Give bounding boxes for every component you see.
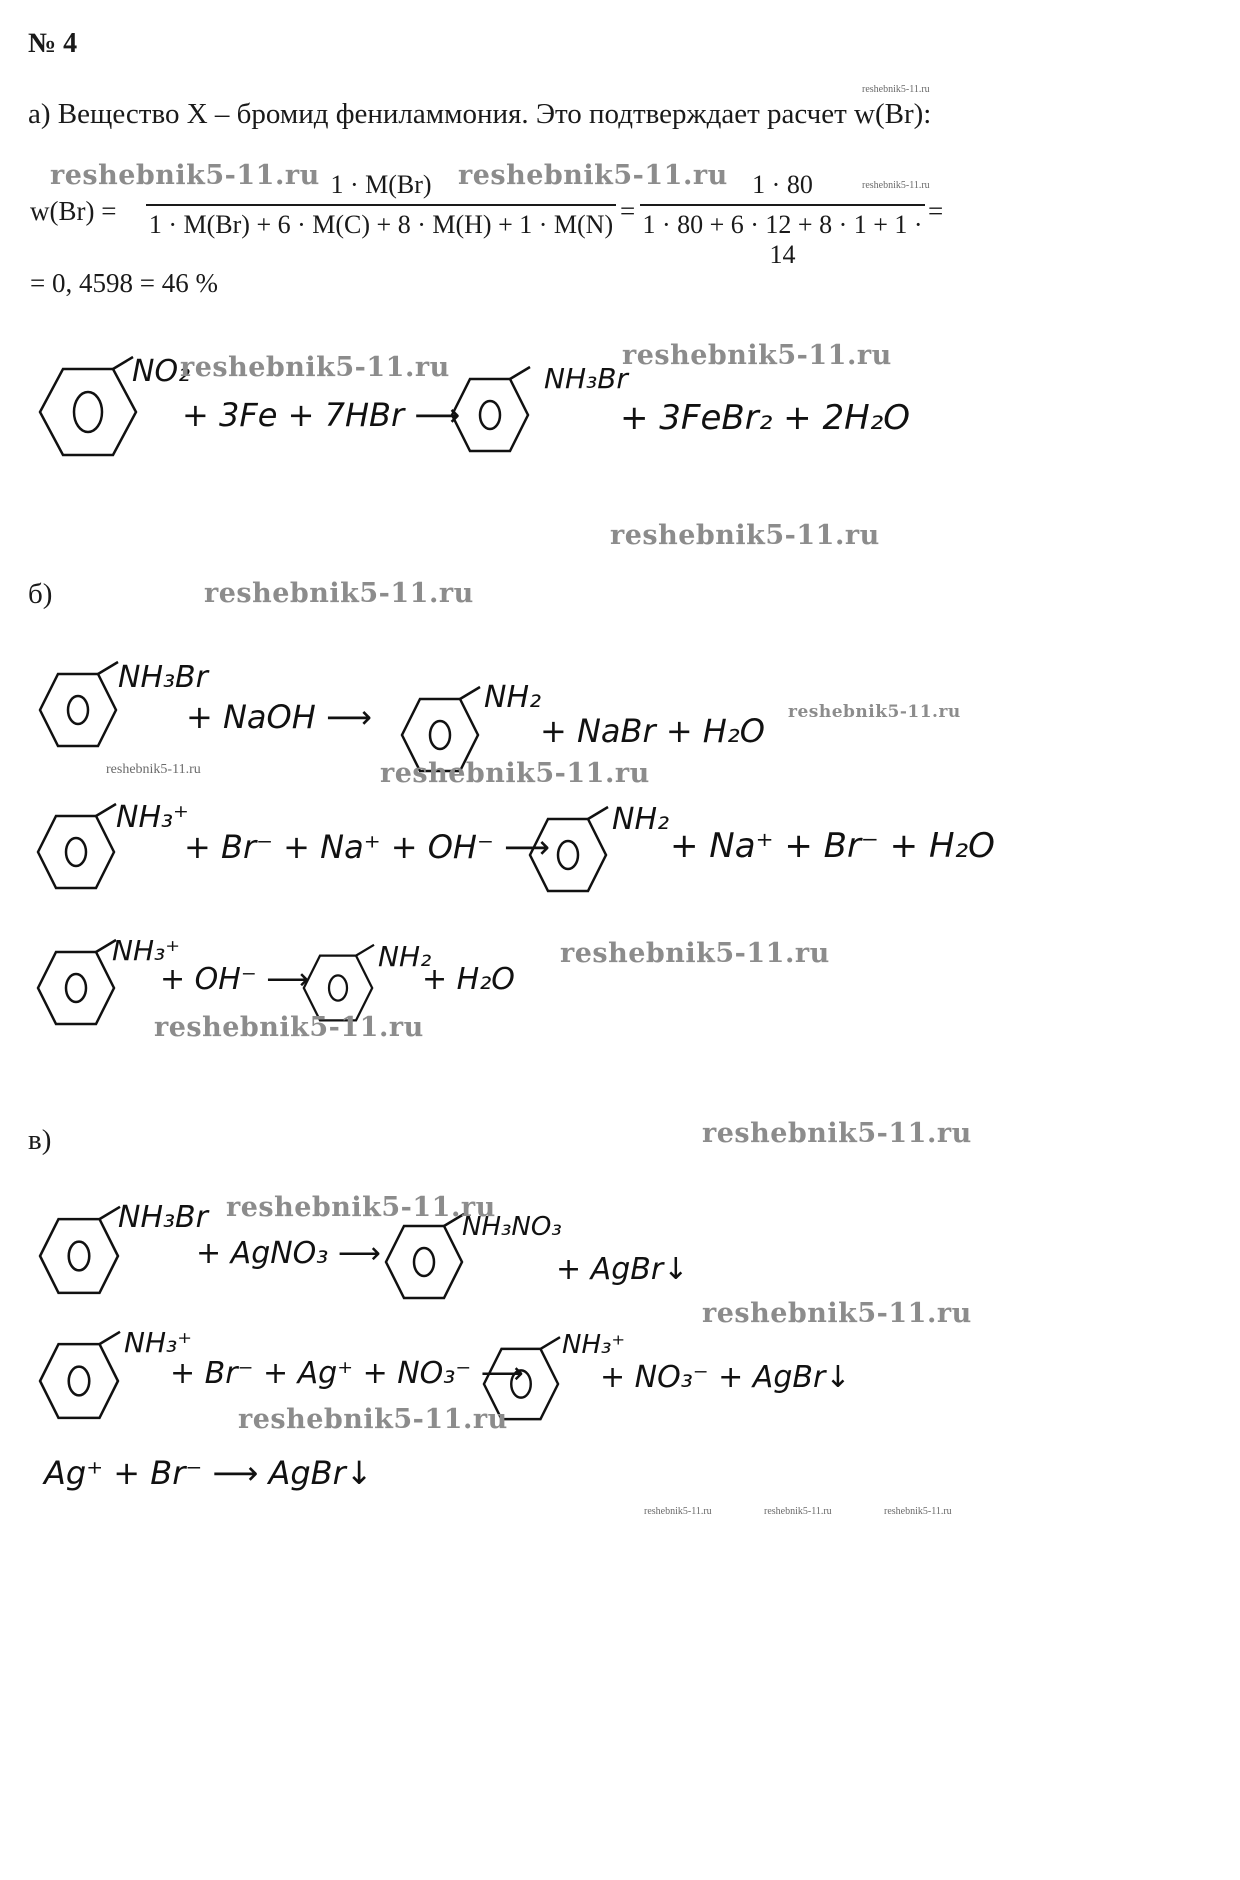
part-b-label: б) <box>28 578 53 610</box>
benzene-ring-icon <box>38 1215 120 1297</box>
reaction-b2-substituent-1: NH₃⁺ <box>116 800 189 835</box>
watermark-small: reshebnik5-11.ru <box>884 1506 952 1517</box>
watermark: reshebnik5-11.ru <box>380 758 650 789</box>
fraction-2-numerator: 1 · 80 <box>752 170 813 199</box>
watermark: reshebnik5-11.ru <box>560 938 830 969</box>
reaction-b2-substituent-2: NH₂ <box>612 802 670 837</box>
watermark-small: reshebnik5-11.ru <box>644 1506 712 1517</box>
benzene-ring-icon <box>38 670 118 750</box>
reaction-c1-substituent-1: NH₃Br <box>118 1200 208 1235</box>
benzene-ring-icon <box>36 948 116 1028</box>
reaction-b3-middle: + OH⁻ ⟶ <box>160 962 310 997</box>
watermark: reshebnik5-11.ru <box>180 352 450 383</box>
watermark: reshebnik5-11.ru <box>610 520 880 551</box>
formula-result: = 0, 4598 = 46 % <box>30 268 218 298</box>
fraction-1-bar <box>146 204 616 206</box>
benzene-ring-icon <box>38 365 138 460</box>
reaction-b3-substituent-1: NH₃⁺ <box>112 934 181 967</box>
watermark: reshebnik5-11.ru <box>788 702 961 722</box>
reaction-a-reagents: + 3Fe + 7HBr ⟶ <box>182 396 461 434</box>
fraction-1-denominator: 1 · M(Br) + 6 · M(C) + 8 · M(H) + 1 · M(N) <box>148 210 614 239</box>
formula-lhs: w(Br) = <box>30 196 117 226</box>
reaction-a-substituent-2: NH₃Br <box>544 362 628 395</box>
equals-sign-1: = <box>620 196 636 226</box>
reaction-c1-substituent-2: NH₃NO₃ <box>462 1212 562 1242</box>
part-c-label: в) <box>28 1124 52 1156</box>
part-a-statement: а) Вещество X – бромид фениламмония. Это подтверждает расчет w(Br): <box>28 98 932 130</box>
watermark: reshebnik5-11.ru <box>238 1404 508 1435</box>
reaction-c1-end: + AgBr↓ <box>556 1252 689 1287</box>
reaction-a-substituent-1: NO₂ <box>132 354 191 389</box>
reaction-c2-substituent-1: NH₃⁺ <box>124 1326 193 1359</box>
reaction-b2-end: + Na⁺ + Br⁻ + H₂O <box>670 826 995 866</box>
watermark: reshebnik5-11.ru <box>50 160 320 191</box>
watermark: reshebnik5-11.ru <box>204 578 474 609</box>
watermark: reshebnik5-11.ru <box>226 1192 496 1223</box>
reaction-c2-substituent-2: NH₃⁺ <box>562 1330 626 1360</box>
reaction-b1-end: + NaBr + H₂O <box>540 712 765 750</box>
reaction-b1-substituent-1: NH₃Br <box>118 660 208 695</box>
watermark: reshebnik5-11.ru <box>702 1298 972 1329</box>
watermark: reshebnik5-11.ru <box>622 340 892 371</box>
benzene-ring-icon <box>384 1222 464 1302</box>
reaction-a-products: + 3FeBr₂ + 2H₂O <box>620 398 911 438</box>
fraction-2-bar <box>640 204 925 206</box>
reaction-b1-middle: + NaOH ⟶ <box>186 698 372 736</box>
watermark-small: reshebnik5-11.ru <box>862 84 930 95</box>
fraction-2-denominator: 1 · 80 + 6 · 12 + 8 · 1 + 1 · 14 <box>642 210 923 269</box>
watermark-small: reshebnik5-11.ru <box>862 180 930 191</box>
watermark: reshebnik5-11.ru <box>458 160 728 191</box>
benzene-ring-icon <box>528 815 608 895</box>
fraction-1-numerator: 1 · M(Br) <box>330 170 432 199</box>
watermark: reshebnik5-11.ru <box>702 1118 972 1149</box>
equals-sign-2: = <box>928 196 944 226</box>
page-title: № 4 <box>28 28 78 59</box>
reaction-b1-substituent-2: NH₂ <box>484 680 542 715</box>
benzene-ring-icon <box>450 375 530 455</box>
watermark-small: reshebnik5-11.ru <box>764 1506 832 1517</box>
reaction-b3-end: + H₂O <box>422 962 515 997</box>
reaction-c2-end: + NO₃⁻ + AgBr↓ <box>600 1360 851 1395</box>
reaction-b3-substituent-2: NH₂ <box>378 940 432 973</box>
watermark-small: reshebnik5-11.ru <box>106 762 201 777</box>
reaction-c2-middle: + Br⁻ + Ag⁺ + NO₃⁻ ⟶ <box>170 1356 524 1391</box>
reaction-c1-middle: + AgNO₃ ⟶ <box>196 1236 381 1271</box>
benzene-ring-icon <box>36 812 116 892</box>
benzene-ring-icon <box>38 1340 120 1422</box>
reaction-c3: Ag⁺ + Br⁻ ⟶ AgBr↓ <box>44 1454 373 1492</box>
reaction-b2-middle: + Br⁻ + Na⁺ + OH⁻ ⟶ <box>184 828 550 866</box>
watermark: reshebnik5-11.ru <box>154 1012 424 1043</box>
